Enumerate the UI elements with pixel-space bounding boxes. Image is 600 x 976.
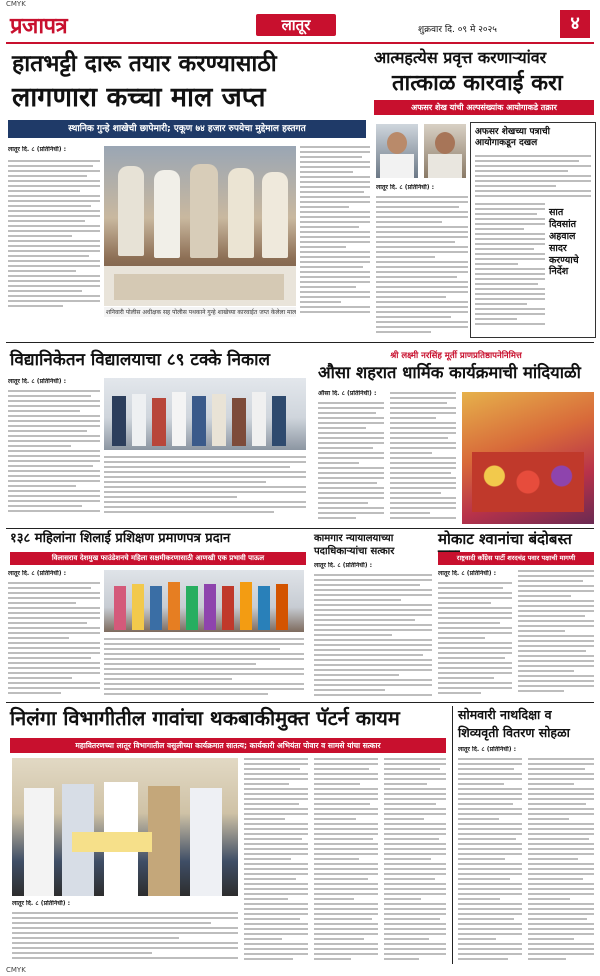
- story1-body-col1: [8, 160, 100, 312]
- story7-dateline: लातूर दि. ८ (प्रतिनिधी) :: [438, 570, 497, 577]
- column-divider: [452, 706, 453, 964]
- sidebar-highlight-line5: करण्याचे: [549, 254, 579, 266]
- story5-subhead: विलासराव देशमुख फाउंडेशनचे महिला सक्षमीकरणासाठी आणखी एक प्रभावी पाऊल: [10, 552, 306, 565]
- story9-headline-line1: सोमवारी नाथदिक्षा व: [458, 707, 552, 722]
- story8-body-col4: [384, 758, 446, 964]
- story4-photo: [462, 392, 594, 524]
- story7-banner: राष्ट्रवादी काँग्रेस पार्टी शरदचंद्र पवार पक्षाची मागणी: [438, 552, 594, 565]
- story4-body-col1: [318, 402, 384, 524]
- sidebar-highlight-line6: निर्देश: [549, 266, 569, 278]
- story7-body-col2: [518, 570, 594, 698]
- story9-headline-line2: शिव्यवृती वितरण सोहळा: [458, 725, 570, 740]
- story2-headline-line1: आत्महत्येस प्रवृत्त करणाऱ्यांवर: [374, 48, 547, 67]
- story8-body-col3: [314, 758, 378, 964]
- story8-dateline: लातूर दि. ८ (प्रतिनिधी) :: [12, 900, 71, 907]
- story2-dateline: लातूर दि. ८ (प्रतिनिधी) :: [376, 184, 435, 191]
- story3-dateline: लातूर दि. ८ (प्रतिनिधी) :: [8, 378, 67, 385]
- story2-portrait-1: [376, 124, 418, 178]
- story8-body-col1: [12, 912, 238, 962]
- story8-body-col2: [244, 758, 308, 964]
- sidebar-title: अफसर शेखच्या पत्राची आयोगाकडून दखल: [475, 127, 550, 148]
- issue-date: शुक्रवार दि. ०९ मे २०२५: [418, 25, 497, 35]
- story1-headline-line1: हातभट्टी दारू तयार करण्यासाठी: [12, 50, 277, 77]
- story9-body-col1: [458, 758, 522, 964]
- story5-body-col2: [104, 638, 304, 698]
- sidebar-highlight-line3: अहवाल: [549, 230, 576, 242]
- story7-headline: मोकाट श्वानांचा बंदोबस्त: [438, 530, 572, 548]
- story5-dateline: लातूर दि. ८ (प्रतिनिधी) :: [8, 570, 67, 577]
- sidebar-body-top: [475, 155, 591, 201]
- story8-photo: [12, 758, 238, 896]
- story4-body-col2: [390, 392, 456, 524]
- print-mark-bottom: CMYK: [6, 966, 26, 974]
- section-rule-3: [6, 702, 594, 703]
- story5-body-col1: [8, 582, 100, 698]
- print-mark-top: CMYK: [6, 0, 26, 8]
- story4-headline: औसा शहरात धार्मिक कार्यक्रमाची मांदियाळी: [318, 363, 581, 382]
- story7-body-col1: [438, 582, 512, 698]
- story3-photo: [104, 378, 306, 450]
- city-tab: लातूर: [256, 14, 336, 36]
- section-rule-2: [6, 528, 594, 529]
- story1-body-col2: [300, 146, 370, 316]
- story5-photo: [104, 570, 304, 632]
- story8-banner: महावितरणच्या लातूर विभागातील वसुलीच्या कार्यक्रमात सातत्य; कार्यकारी अभियंता पोवार व सामसे यांचा सत्कार: [10, 738, 446, 753]
- story9-body-col2: [528, 758, 594, 964]
- story1-dateline: लातूर दि. ८ (प्रतिनिधी) :: [8, 146, 67, 153]
- story2-body: [376, 196, 468, 336]
- story8-headline: निलंगा विभागीतील गावांचा थकबाकीमुक्त पॅटर्न कायम: [10, 706, 400, 730]
- story6-headline-line1: कामगार न्यायालयाच्या: [314, 533, 394, 544]
- newspaper-logo: प्रजापत्र: [10, 13, 68, 39]
- sidebar-highlight-line4: सादर: [549, 242, 567, 254]
- section-rule-1: [6, 342, 594, 343]
- story4-kicker: श्री लक्ष्मी नरसिंह मूर्ती प्राणप्रतिष्ठापनेनिमित्त: [390, 351, 522, 361]
- story2-portrait-2: [424, 124, 466, 178]
- story3-body-col1: [8, 390, 100, 518]
- story3-headline: विद्यानिकेतन विद्यालयाचा ८९ टक्के निकाल: [10, 350, 271, 370]
- story6-headline-line2: पदाधिकाऱ्यांचा सत्कार: [314, 546, 395, 557]
- story2-headline-line2: तात्काळ कारवाई करा: [392, 70, 563, 96]
- sidebar-body-left: [475, 203, 545, 329]
- story6-body: [314, 574, 432, 698]
- sidebar-highlight-line2: दिवसांत: [549, 218, 577, 230]
- story3-body-col2: [104, 456, 306, 518]
- sidebar-highlight-line1: सात: [549, 207, 564, 218]
- story1-photo-caption: शनिवारी पोलीस अधीक्षक सह पोलीस पथकाने गुन्हे शाखेच्या कारवाईत जप्त केलेला माल: [106, 309, 296, 316]
- sidebar-box: [470, 122, 596, 338]
- story1-subhead: स्थानिक गुन्हे शाखेची छापेमारी; एकूण ७४ हजार रुपयेचा मुद्देमाल हस्तगत: [8, 120, 366, 138]
- story1-headline-line2: लागणारा कच्चा माल जप्त: [12, 82, 266, 113]
- story5-headline: १३८ महिलांना शिलाई प्रशिक्षण प्रमाणपत्र प्रदान: [10, 531, 231, 546]
- story6-dateline: लातूर दि. ८ (प्रतिनिधी) :: [314, 562, 373, 569]
- story2-banner: अफसर शेख यांची अल्पसंख्यांक आयोगाकडे तक्रार: [374, 100, 594, 115]
- story1-photo: [104, 146, 296, 306]
- sidebar-highlight: [549, 207, 593, 278]
- masthead: [6, 8, 594, 44]
- page-number: ४: [560, 10, 590, 38]
- story9-dateline: लातूर दि. ८ (प्रतिनिधी) :: [458, 746, 517, 753]
- story4-dateline: औसा दि. ८ (प्रतिनिधी) :: [318, 390, 377, 397]
